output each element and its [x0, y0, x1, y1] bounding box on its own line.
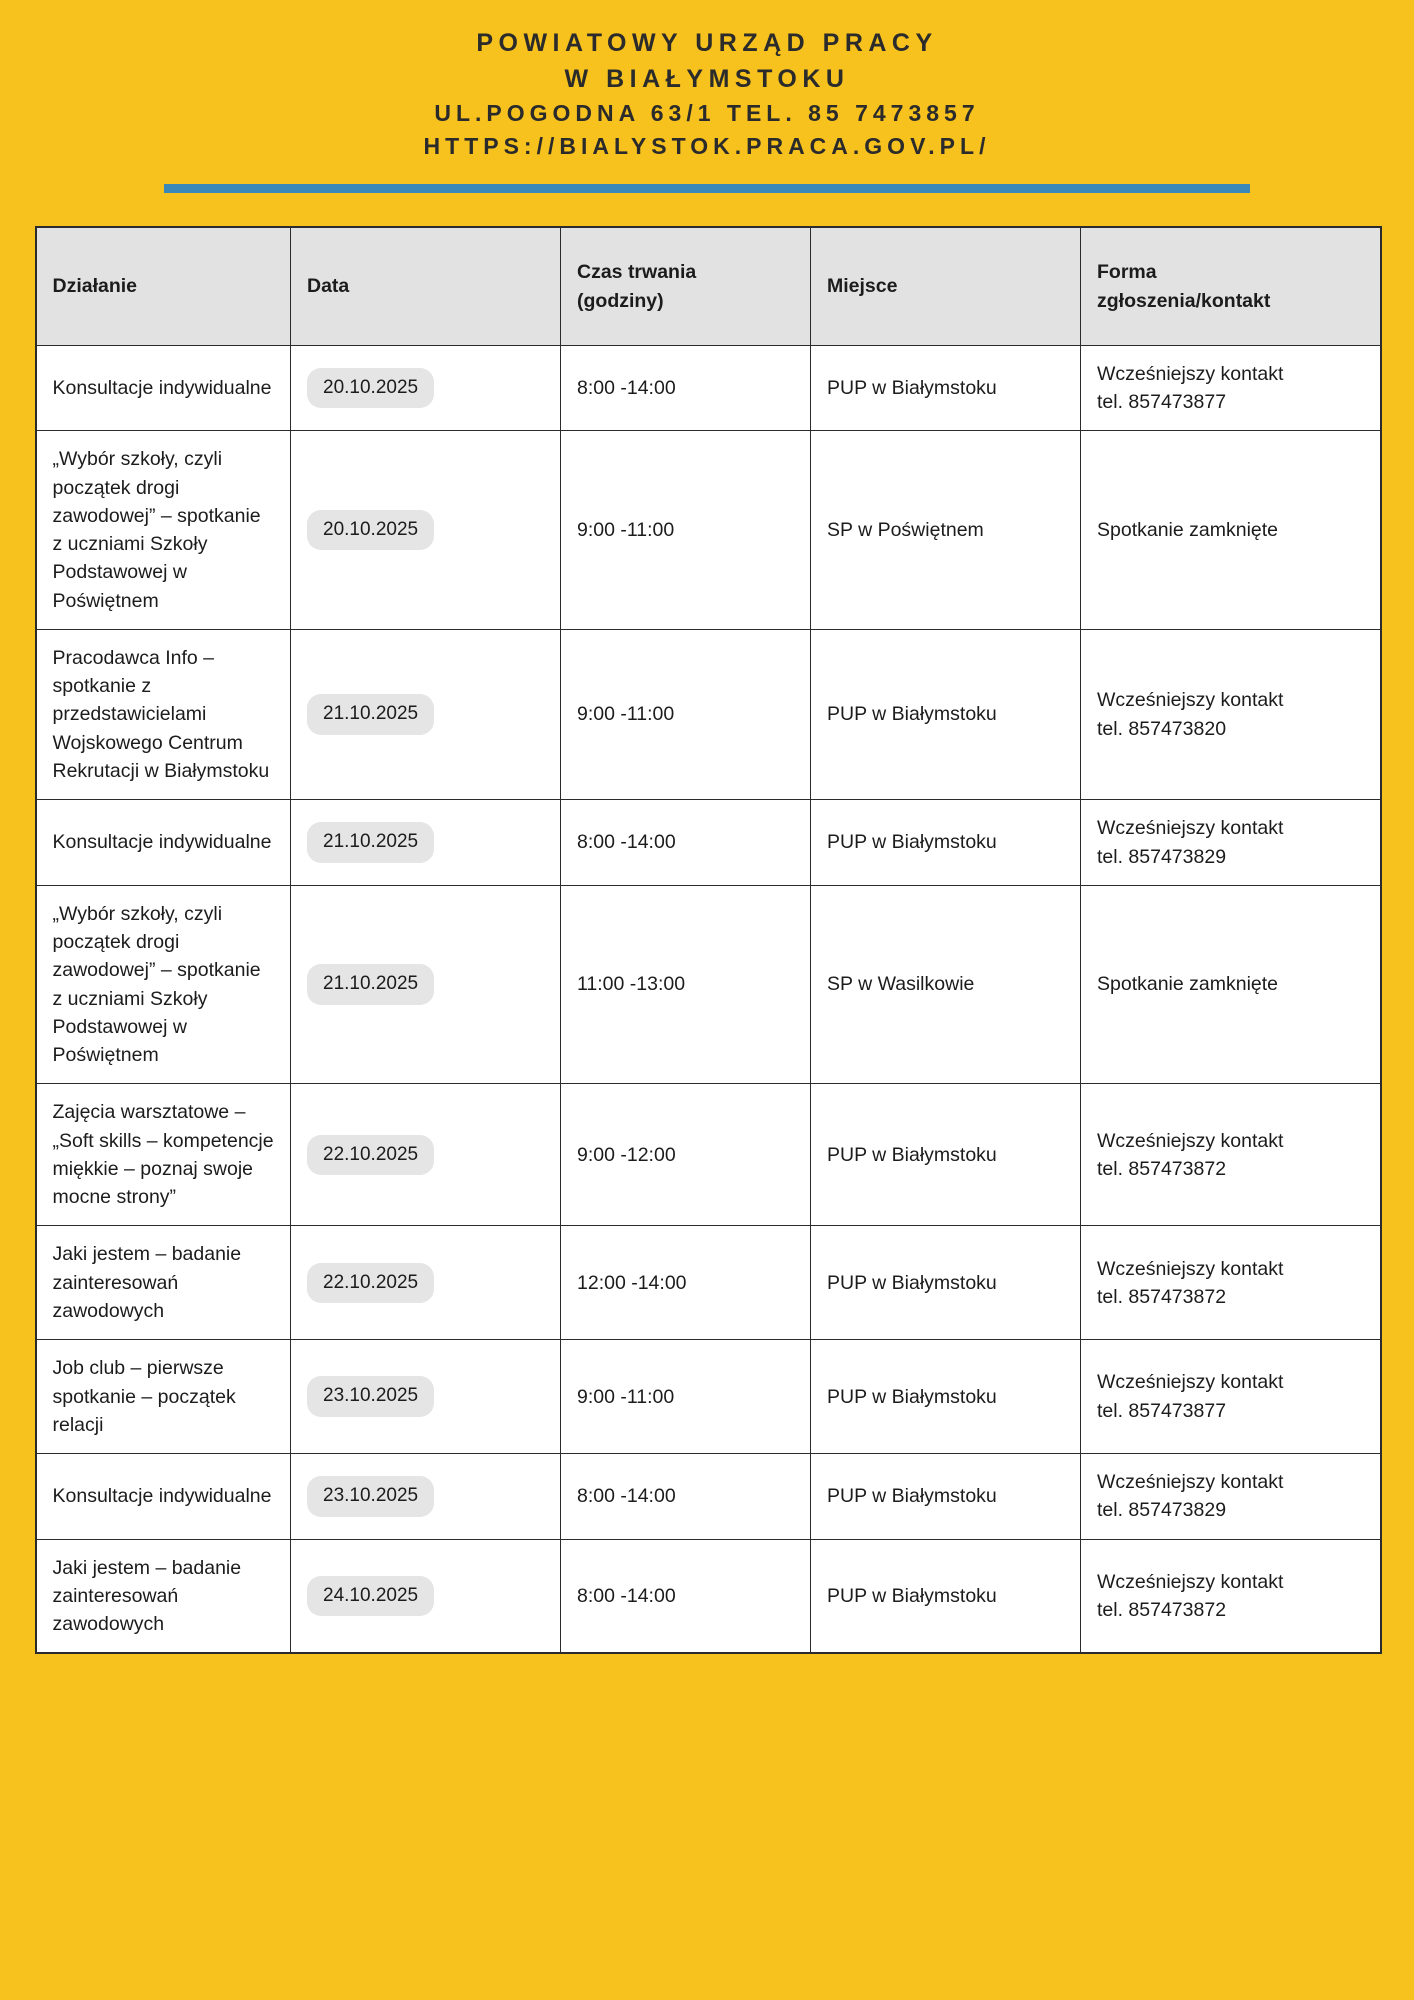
- cell-date: [291, 1454, 561, 1540]
- cell-contact: [1081, 1084, 1381, 1226]
- cell-duration: 8:00 -14:00: [561, 1539, 811, 1653]
- cell-activity: Jaki jestem – badanie zainteresowań zawodowych: [36, 1539, 291, 1653]
- cell-contact: [1081, 800, 1381, 886]
- date-badge: 22.10.2025: [307, 1263, 434, 1304]
- table-row: [36, 1084, 1381, 1226]
- contact-line-1: Wcześniejszy kontakt: [1097, 1129, 1284, 1152]
- cell-activity: Konsultacje indywidualne: [36, 800, 291, 886]
- cell-contact: [1081, 1539, 1381, 1653]
- cell-date: [291, 885, 561, 1084]
- cell-place: PUP w Białymstoku: [811, 1340, 1081, 1454]
- date-badge: 20.10.2025: [307, 368, 434, 409]
- table-row: [36, 345, 1381, 431]
- cell-place: PUP w Białymstoku: [811, 1084, 1081, 1226]
- column-header-date: Data: [291, 227, 561, 345]
- column-header-contact: [1081, 227, 1381, 345]
- column-header-place: Miejsce: [811, 227, 1081, 345]
- cell-duration: 12:00 -14:00: [561, 1226, 811, 1340]
- contact-line-2: tel. 857473872: [1097, 1285, 1227, 1308]
- contact-line-2: tel. 857473877: [1097, 391, 1227, 414]
- table-row: [36, 1454, 1381, 1540]
- contact-line-1: Spotkanie zamknięte: [1097, 519, 1279, 541]
- cell-duration: 8:00 -14:00: [561, 1454, 811, 1540]
- header-title-line-2: W BIAŁYMSTOKU: [564, 64, 850, 93]
- contact-line-1: Wcześniejszy kontakt: [1097, 1570, 1284, 1593]
- cell-place: PUP w Białymstoku: [811, 1226, 1081, 1340]
- date-badge: 20.10.2025: [307, 510, 434, 551]
- cell-date: [291, 800, 561, 886]
- date-badge: 21.10.2025: [307, 964, 434, 1005]
- cell-contact: [1081, 885, 1381, 1084]
- contact-line-1: Wcześniejszy kontakt: [1097, 689, 1284, 712]
- table-row: [36, 1539, 1381, 1653]
- cell-contact: [1081, 1340, 1381, 1454]
- cell-place: PUP w Białymstoku: [811, 345, 1081, 431]
- header-title-line-1: POWIATOWY URZĄD PRACY: [476, 29, 938, 57]
- table-row: [36, 800, 1381, 886]
- schedule-table: [35, 226, 1382, 1654]
- header-address-line: UL.POGODNA 63/1 TEL. 85 7473857: [434, 100, 980, 126]
- cell-date: [291, 431, 561, 630]
- column-header-activity: Działanie: [36, 227, 291, 345]
- cell-duration: 8:00 -14:00: [561, 800, 811, 886]
- contact-line-1: Wcześniejszy kontakt: [1097, 1371, 1284, 1394]
- cell-contact: [1081, 1454, 1381, 1540]
- contact-line-1: Wcześniejszy kontakt: [1097, 1257, 1284, 1280]
- cell-activity: Konsultacje indywidualne: [36, 345, 291, 431]
- contact-line-1: Wcześniejszy kontakt: [1097, 362, 1284, 385]
- cell-place: SP w Wasilkowie: [811, 885, 1081, 1084]
- cell-duration: 8:00 -14:00: [561, 345, 811, 431]
- column-header-duration: [561, 227, 811, 345]
- table-header-row: [36, 227, 1381, 345]
- column-header-contact-line-2: zgłoszenia/kontakt: [1097, 289, 1271, 312]
- document-header: [0, 0, 1414, 162]
- cell-activity: Konsultacje indywidualne: [36, 1454, 291, 1540]
- cell-place: PUP w Białymstoku: [811, 1454, 1081, 1540]
- contact-line-2: tel. 857473829: [1097, 1499, 1227, 1522]
- header-divider: [164, 184, 1250, 193]
- table-row: [36, 1340, 1381, 1454]
- contact-line-2: tel. 857473872: [1097, 1598, 1227, 1621]
- cell-date: [291, 1084, 561, 1226]
- table-row: [36, 1226, 1381, 1340]
- cell-duration: 9:00 -12:00: [561, 1084, 811, 1226]
- cell-activity: Pracodawca Info – spotkanie z przedstawicielami Wojskowego Centrum Rekrutacji w Białymstoku: [36, 629, 291, 799]
- date-badge: 24.10.2025: [307, 1576, 434, 1617]
- cell-place: PUP w Białymstoku: [811, 629, 1081, 799]
- column-header-duration-line-1: Czas trwania: [577, 261, 697, 284]
- header-website-line: HTTPS://BIALYSTOK.PRACA.GOV.PL/: [423, 132, 991, 159]
- cell-activity: Job club – pierwsze spotkanie – początek relacji: [36, 1340, 291, 1454]
- cell-place: PUP w Białymstoku: [811, 800, 1081, 886]
- cell-duration: 11:00 -13:00: [561, 885, 811, 1084]
- column-header-contact-line-1: Forma: [1097, 261, 1157, 284]
- date-badge: 21.10.2025: [307, 694, 434, 735]
- table-row: [36, 431, 1381, 630]
- cell-place: PUP w Białymstoku: [811, 1539, 1081, 1653]
- cell-date: [291, 1340, 561, 1454]
- contact-line-2: tel. 857473829: [1097, 845, 1227, 868]
- cell-duration: 9:00 -11:00: [561, 1340, 811, 1454]
- contact-line-1: Spotkanie zamknięte: [1097, 973, 1279, 996]
- cell-activity: Zajęcia warsztatowe – „Soft skills – kompetencje miękkie – poznaj swoje mocne strony”: [36, 1084, 291, 1226]
- cell-date: [291, 345, 561, 431]
- table-row: [36, 885, 1381, 1084]
- date-badge: 21.10.2025: [307, 822, 434, 863]
- cell-date: [291, 629, 561, 799]
- cell-date: [291, 1226, 561, 1340]
- date-badge: 23.10.2025: [307, 1376, 434, 1417]
- cell-contact: [1081, 345, 1381, 431]
- cell-contact: [1081, 431, 1381, 630]
- cell-activity: „Wybór szkoły, czyli początek drogi zawodowej” – spotkanie z uczniami Szkoły Podstawowej w Poświętnem: [36, 885, 291, 1084]
- contact-line-2: tel. 857473872: [1097, 1157, 1227, 1180]
- contact-line-1: Wcześniejszy kontakt: [1097, 817, 1284, 840]
- cell-activity: „Wybór szkoły, czyli początek drogi zawodowej” – spotkanie z uczniami Szkoły Podstawowej w Poświętnem: [36, 431, 291, 630]
- cell-contact: [1081, 1226, 1381, 1340]
- cell-duration: 9:00 -11:00: [561, 629, 811, 799]
- date-badge: 23.10.2025: [307, 1476, 434, 1517]
- table-row: [36, 629, 1381, 799]
- cell-place: SP w Poświętnem: [811, 431, 1081, 630]
- date-badge: 22.10.2025: [307, 1135, 434, 1176]
- cell-contact: [1081, 629, 1381, 799]
- cell-activity: Jaki jestem – badanie zainteresowań zawodowych: [36, 1226, 291, 1340]
- contact-line-1: Wcześniejszy kontakt: [1097, 1471, 1284, 1494]
- contact-line-2: tel. 857473820: [1097, 717, 1227, 740]
- cell-date: [291, 1539, 561, 1653]
- contact-line-2: tel. 857473877: [1097, 1399, 1227, 1422]
- cell-duration: 9:00 -11:00: [561, 431, 811, 630]
- column-header-duration-line-2: (godziny): [577, 289, 664, 312]
- schedule-table-wrapper: [35, 226, 1380, 1654]
